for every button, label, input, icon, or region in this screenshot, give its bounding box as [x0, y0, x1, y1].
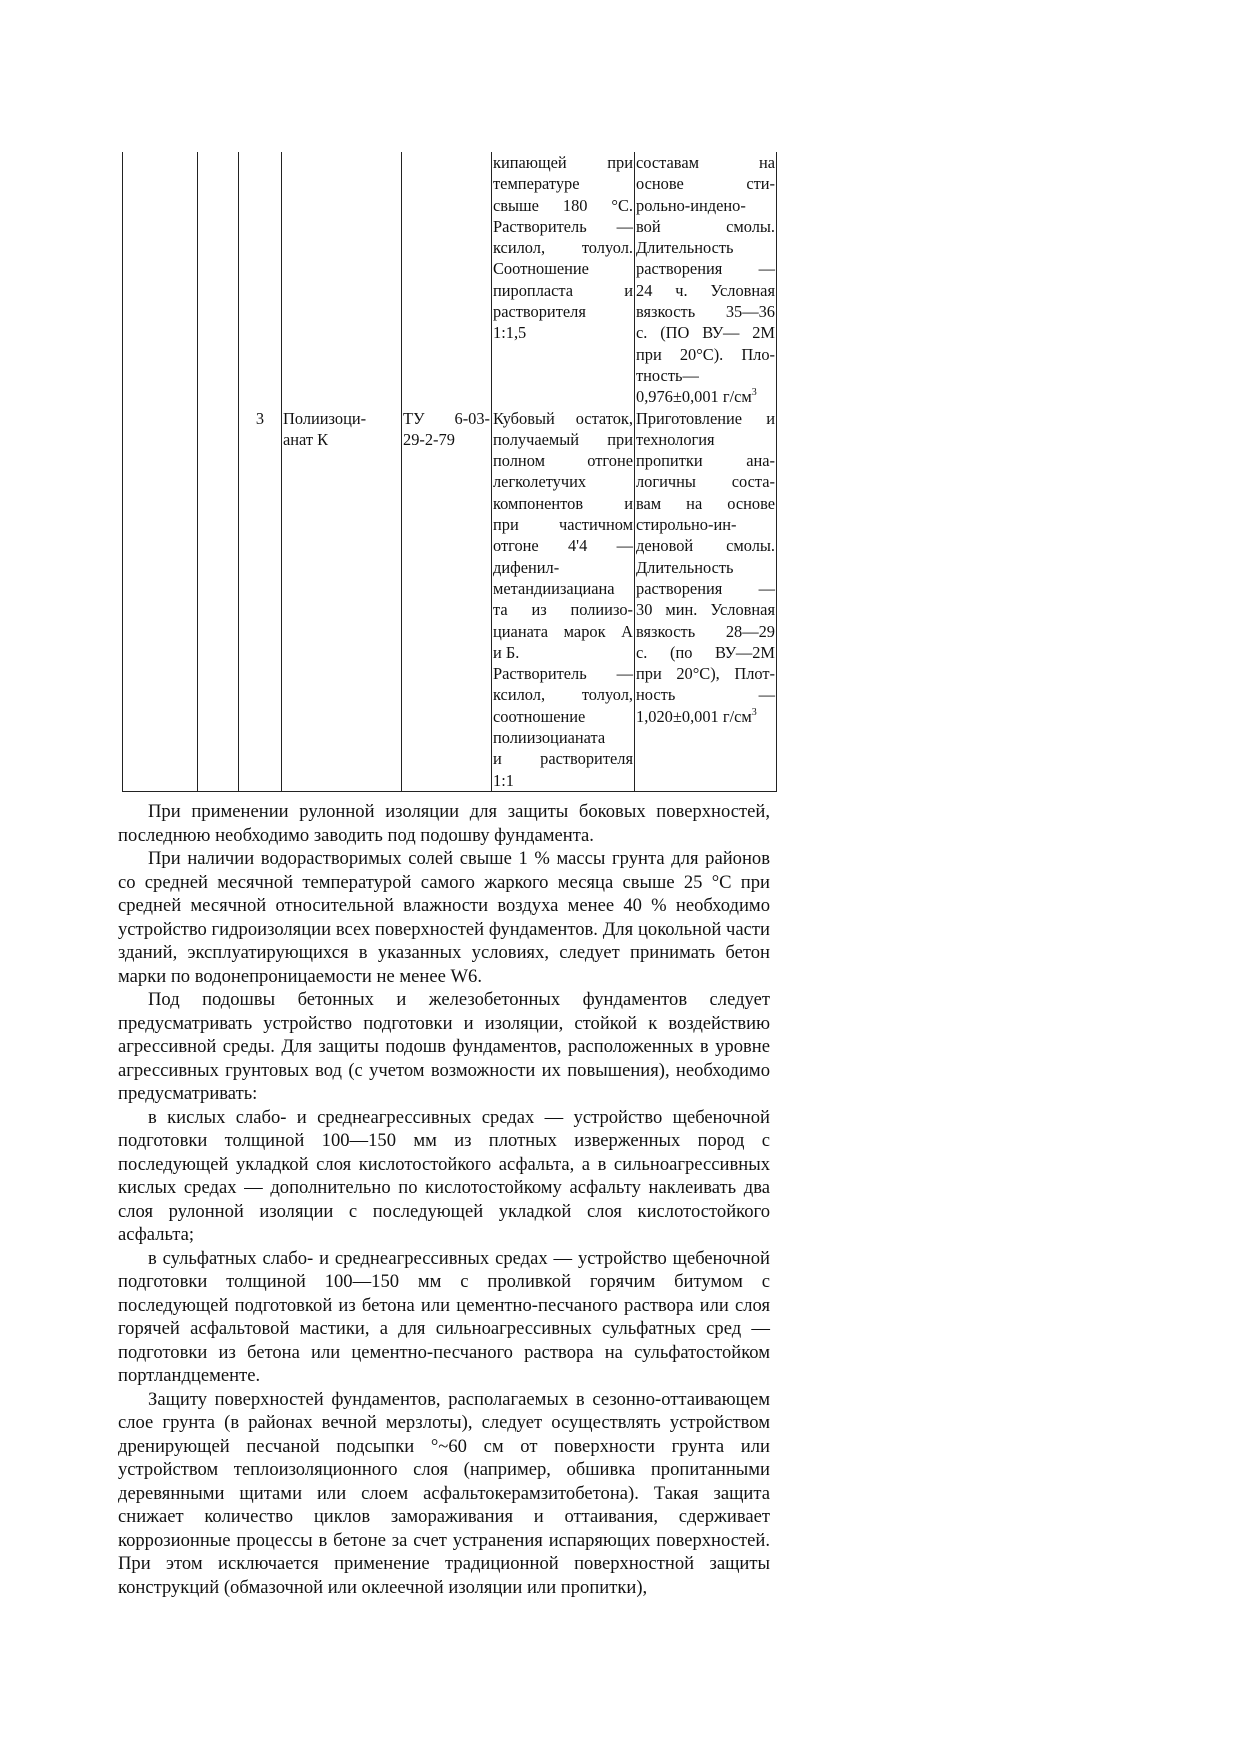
- density-value: 1,020±0,001 г/см: [636, 706, 752, 726]
- cell-line: Полиизоци-: [283, 408, 367, 428]
- cell-line: с. (ПО ВУ— 2М: [636, 323, 775, 343]
- superscript: 3: [751, 387, 757, 399]
- cell-line: вам на основе: [636, 493, 775, 513]
- cell-line: получаемый при: [493, 429, 633, 449]
- cell-line: тность—: [636, 365, 699, 385]
- cell-line: 1:1: [493, 770, 514, 790]
- cell-line: логичны соста-: [636, 472, 775, 492]
- table-row: [123, 408, 777, 792]
- table-cell: [239, 152, 282, 408]
- cell-line: Соотношение: [493, 259, 589, 279]
- cell-line: ность —: [636, 685, 775, 705]
- cell-line: 24 ч. Условная: [636, 280, 775, 300]
- cell-line: Кубовый остаток,: [493, 408, 633, 428]
- cell-line: 30 мин. Условная: [636, 600, 775, 620]
- notes-cell: [635, 152, 777, 408]
- cell-line: Растворитель —: [493, 664, 633, 684]
- cell-line: 1:1,5: [493, 323, 527, 343]
- row-number-cell: [239, 408, 282, 792]
- cell-line: рольно-индено-: [636, 195, 746, 215]
- body-text: [118, 800, 770, 1599]
- cell-line: легколетучих: [493, 472, 587, 492]
- paragraph: Под подошвы бетонных и железобетонных фундаментов следует предусматривать устройство подготовки и изоляции, стойкой к воздействию агрессивной среды. Для защиты подошв фундаментов, расположенных в уровне агрессивных грунтовых вод (с учетом возможности их повышения), необходимо предусматривать:: [118, 989, 770, 1104]
- cell-line: свыше 180 °С.: [493, 195, 633, 215]
- cell-line: Растворитель —: [493, 216, 633, 236]
- cell-line: 29-2-79: [403, 429, 455, 449]
- cell-line: основе сти-: [636, 174, 775, 194]
- tu-cell: [402, 408, 492, 792]
- cell-line: при частичном: [493, 515, 633, 535]
- cell-line: при 20°С). Пло-: [636, 344, 775, 364]
- cell-line: вой смолы.: [636, 216, 775, 236]
- cell-line: растворителя: [493, 302, 586, 322]
- cell-line: пиропласта и: [493, 280, 633, 300]
- cell-line: деновой смолы.: [636, 536, 775, 556]
- cell-line: анат К: [283, 429, 329, 449]
- cell-line: растворения —: [636, 578, 775, 598]
- cell-line: полиизоцианата: [493, 728, 606, 748]
- density-value: 0,976±0,001 г/см: [636, 387, 752, 407]
- cell-line: при 20°С), Плот-: [636, 664, 775, 684]
- superscript: 3: [751, 706, 757, 718]
- cell-line: полном отгоне: [493, 451, 633, 471]
- notes-cell: [635, 408, 777, 792]
- cell-line: с. (по ВУ—2М: [636, 642, 775, 662]
- cell-line: Приготовление и: [636, 408, 775, 428]
- cell-line: вязкость 35—36: [636, 302, 775, 322]
- cell-line: ксилол, толуол,: [493, 685, 633, 705]
- table-cell: [123, 152, 198, 408]
- table-cell: [198, 408, 239, 792]
- cell-line: метандиизациана: [493, 578, 615, 598]
- cell-line: дифенил-: [493, 557, 560, 577]
- cell-line: температуре: [493, 174, 580, 194]
- cell-line: компонентов и: [493, 493, 633, 513]
- cell-line: цианата марок А: [493, 621, 633, 641]
- cell-line: отгоне 4'4 —: [493, 536, 633, 556]
- density-line: [636, 386, 775, 407]
- cell-line: и Б.: [493, 642, 520, 662]
- cell-line: Длительность: [636, 557, 734, 577]
- cell-line: технология: [636, 429, 715, 449]
- cell-line: пропитки ана-: [636, 451, 775, 471]
- table-cell: [282, 152, 402, 408]
- cell-line: соотношение: [493, 706, 586, 726]
- cell-line: та из полиизо-: [493, 600, 633, 620]
- materials-table: [122, 152, 777, 792]
- cell-line: стирольно-ин-: [636, 515, 737, 535]
- table-row: [123, 152, 777, 408]
- paragraph: Защиту поверхностей фундаментов, располагаемых в сезонно-оттаивающем слое грунта (в районах вечной мерзлоты), следует осуществлять устройством дренирующей песчаной подсыпки °~60 см от поверхности грунта или устройством теплоизоляционного слоя (например, обшивка пропитанными деревянными щитами или слоем асфальтокерамзитобетона). Такая защита снижает количество циклов замораживания и оттаивания, сдерживает коррозионные процессы в бетоне за счет устранения испаряющих поверхностей. При этом исключается применение традиционной поверхностной защиты конструкций (обмазочной или оклеечной изоляции или пропитки),: [118, 1388, 770, 1598]
- table-cell: [198, 152, 239, 408]
- cell-line: составам на: [636, 153, 775, 172]
- density-line: [636, 706, 775, 727]
- row-number: 3: [255, 408, 265, 428]
- table-cell: [123, 408, 198, 792]
- cell-line: и растворителя: [493, 749, 633, 769]
- paragraph: При применении рулонной изоляции для защиты боковых поверхностей, последнюю необходимо заводить под подошву фундамента.: [118, 801, 770, 846]
- composition-cell: [492, 408, 635, 792]
- table-cell: [402, 152, 492, 408]
- cell-line: кипающей при: [493, 153, 633, 172]
- cell-line: вязкость 28—29: [636, 621, 775, 641]
- cell-line: растворения —: [636, 259, 775, 279]
- cell-line: ксилол, толуол.: [493, 238, 633, 258]
- composition-cell: [492, 152, 635, 408]
- paragraph: в кислых слабо- и среднеагрессивных средах — устройство щебеночной подготовки толщиной 100—150 мм из плотных изверженных пород с последующей укладкой слоя кислотостойкого асфальта, а в сильноагрессивных кислых средах — дополнительно по кислотостойкому асфальту наклеивать два слоя рулонной изоляции с последующей укладкой слоя кислотостойкого асфальта;: [118, 1106, 770, 1245]
- cell-line: ТУ 6-03-: [403, 408, 490, 428]
- paragraph: в сульфатных слабо- и среднеагрессивных средах — устройство щебеночной подготовки толщиной 100—150 мм с проливкой горячим битумом с последующей подготовкой из бетона или цементно-песчаного раствора или слоя горячей асфальтовой мастики, а для сильноагрессивных сульфатных сред — подготовки из бетона или цементно-песчаного раствора на сульфатостойком портландцементе.: [118, 1247, 770, 1386]
- material-name-cell: [282, 408, 402, 792]
- paragraph: При наличии водорастворимых солей свыше 1 % массы грунта для районов со средней месячной температурой самого жаркого месяца свыше 25 °С при средней месячной относительной влажности воздуха менее 40 % необходимо устройство гидроизоляции всех поверхностей фундаментов. Для цокольной части зданий, эксплуатирующихся в указанных условиях, следует принимать бетон марки по водонепроницаемости не менее W6.: [118, 848, 770, 987]
- cell-line: Длительность: [636, 238, 734, 258]
